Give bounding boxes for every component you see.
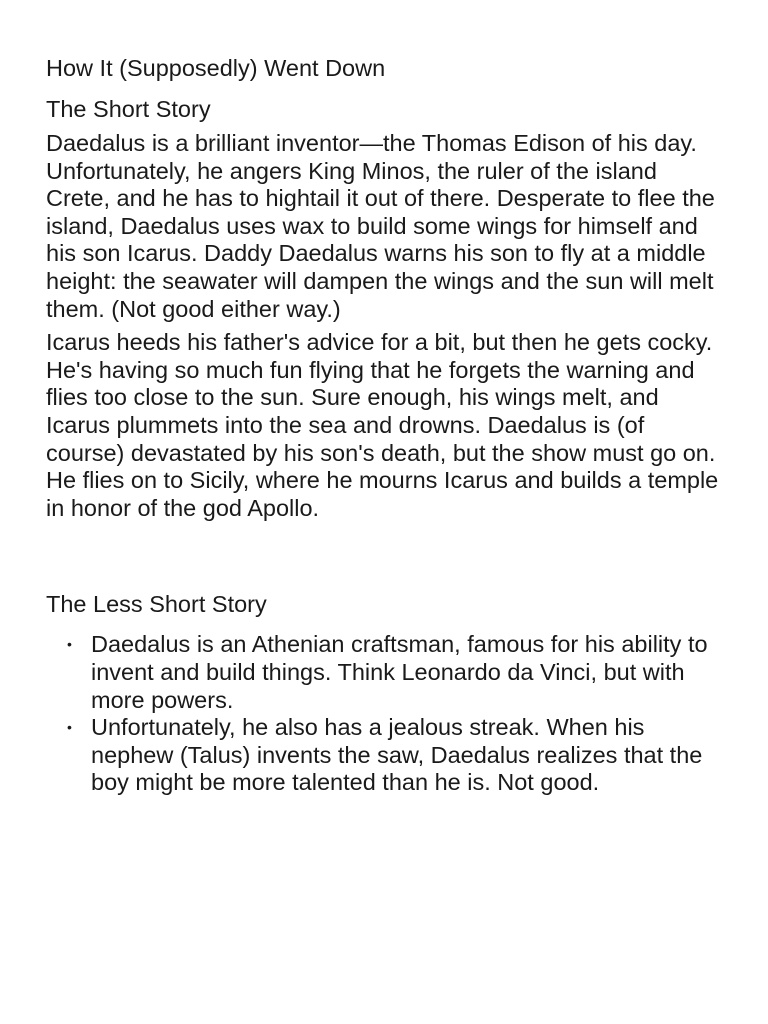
short-story-paragraph-1: Daedalus is a brilliant inventor—the Thomas Edison of his day. Unfortunately, he angers King Minos, the ruler of the island Crete, and he has to hightail it out of there. Desperate to flee the island, Daedalus uses wax to build some wings for himself and his son Icarus. Daddy Daedalus warns his son to fly at a middle height: the seawater will dampen the wings and the sun will melt them. (Not good either way.) xyxy=(46,130,715,322)
short-story-paragraph-2: Icarus heeds his father's advice for a bit, but then he gets cocky. He's having so much fun flying that he forgets the warning and flies too close to the sun. Sure enough, his wings melt, and Icarus plummets into the sea and drowns. Daedalus is (of course) devastated by his son's death, but the show must go on. He flies on to Sicily, where he mourns Icarus and builds a temple in honor of the god Apollo. xyxy=(46,329,719,521)
list-item xyxy=(46,714,724,797)
section-spacer xyxy=(46,522,724,590)
list-item xyxy=(46,631,724,714)
list-item-text: Daedalus is an Athenian craftsman, famous for his ability to invent and build things. Think Leonardo da Vinci, but with more powers. xyxy=(91,631,708,713)
document-title: How It (Supposedly) Went Down xyxy=(46,55,386,81)
list-item-text: Unfortunately, he also has a jealous streak. When his nephew (Talus) invents the saw, Daedalus realizes that the boy might be more talented than he is. Not good. xyxy=(91,714,703,796)
bullet-icon: • xyxy=(67,719,72,736)
section-heading-less-short-story: The Less Short Story xyxy=(46,591,267,618)
section-heading-short-story: The Short Story xyxy=(46,96,211,122)
bullet-list xyxy=(46,631,724,797)
bullet-icon: • xyxy=(67,636,72,653)
